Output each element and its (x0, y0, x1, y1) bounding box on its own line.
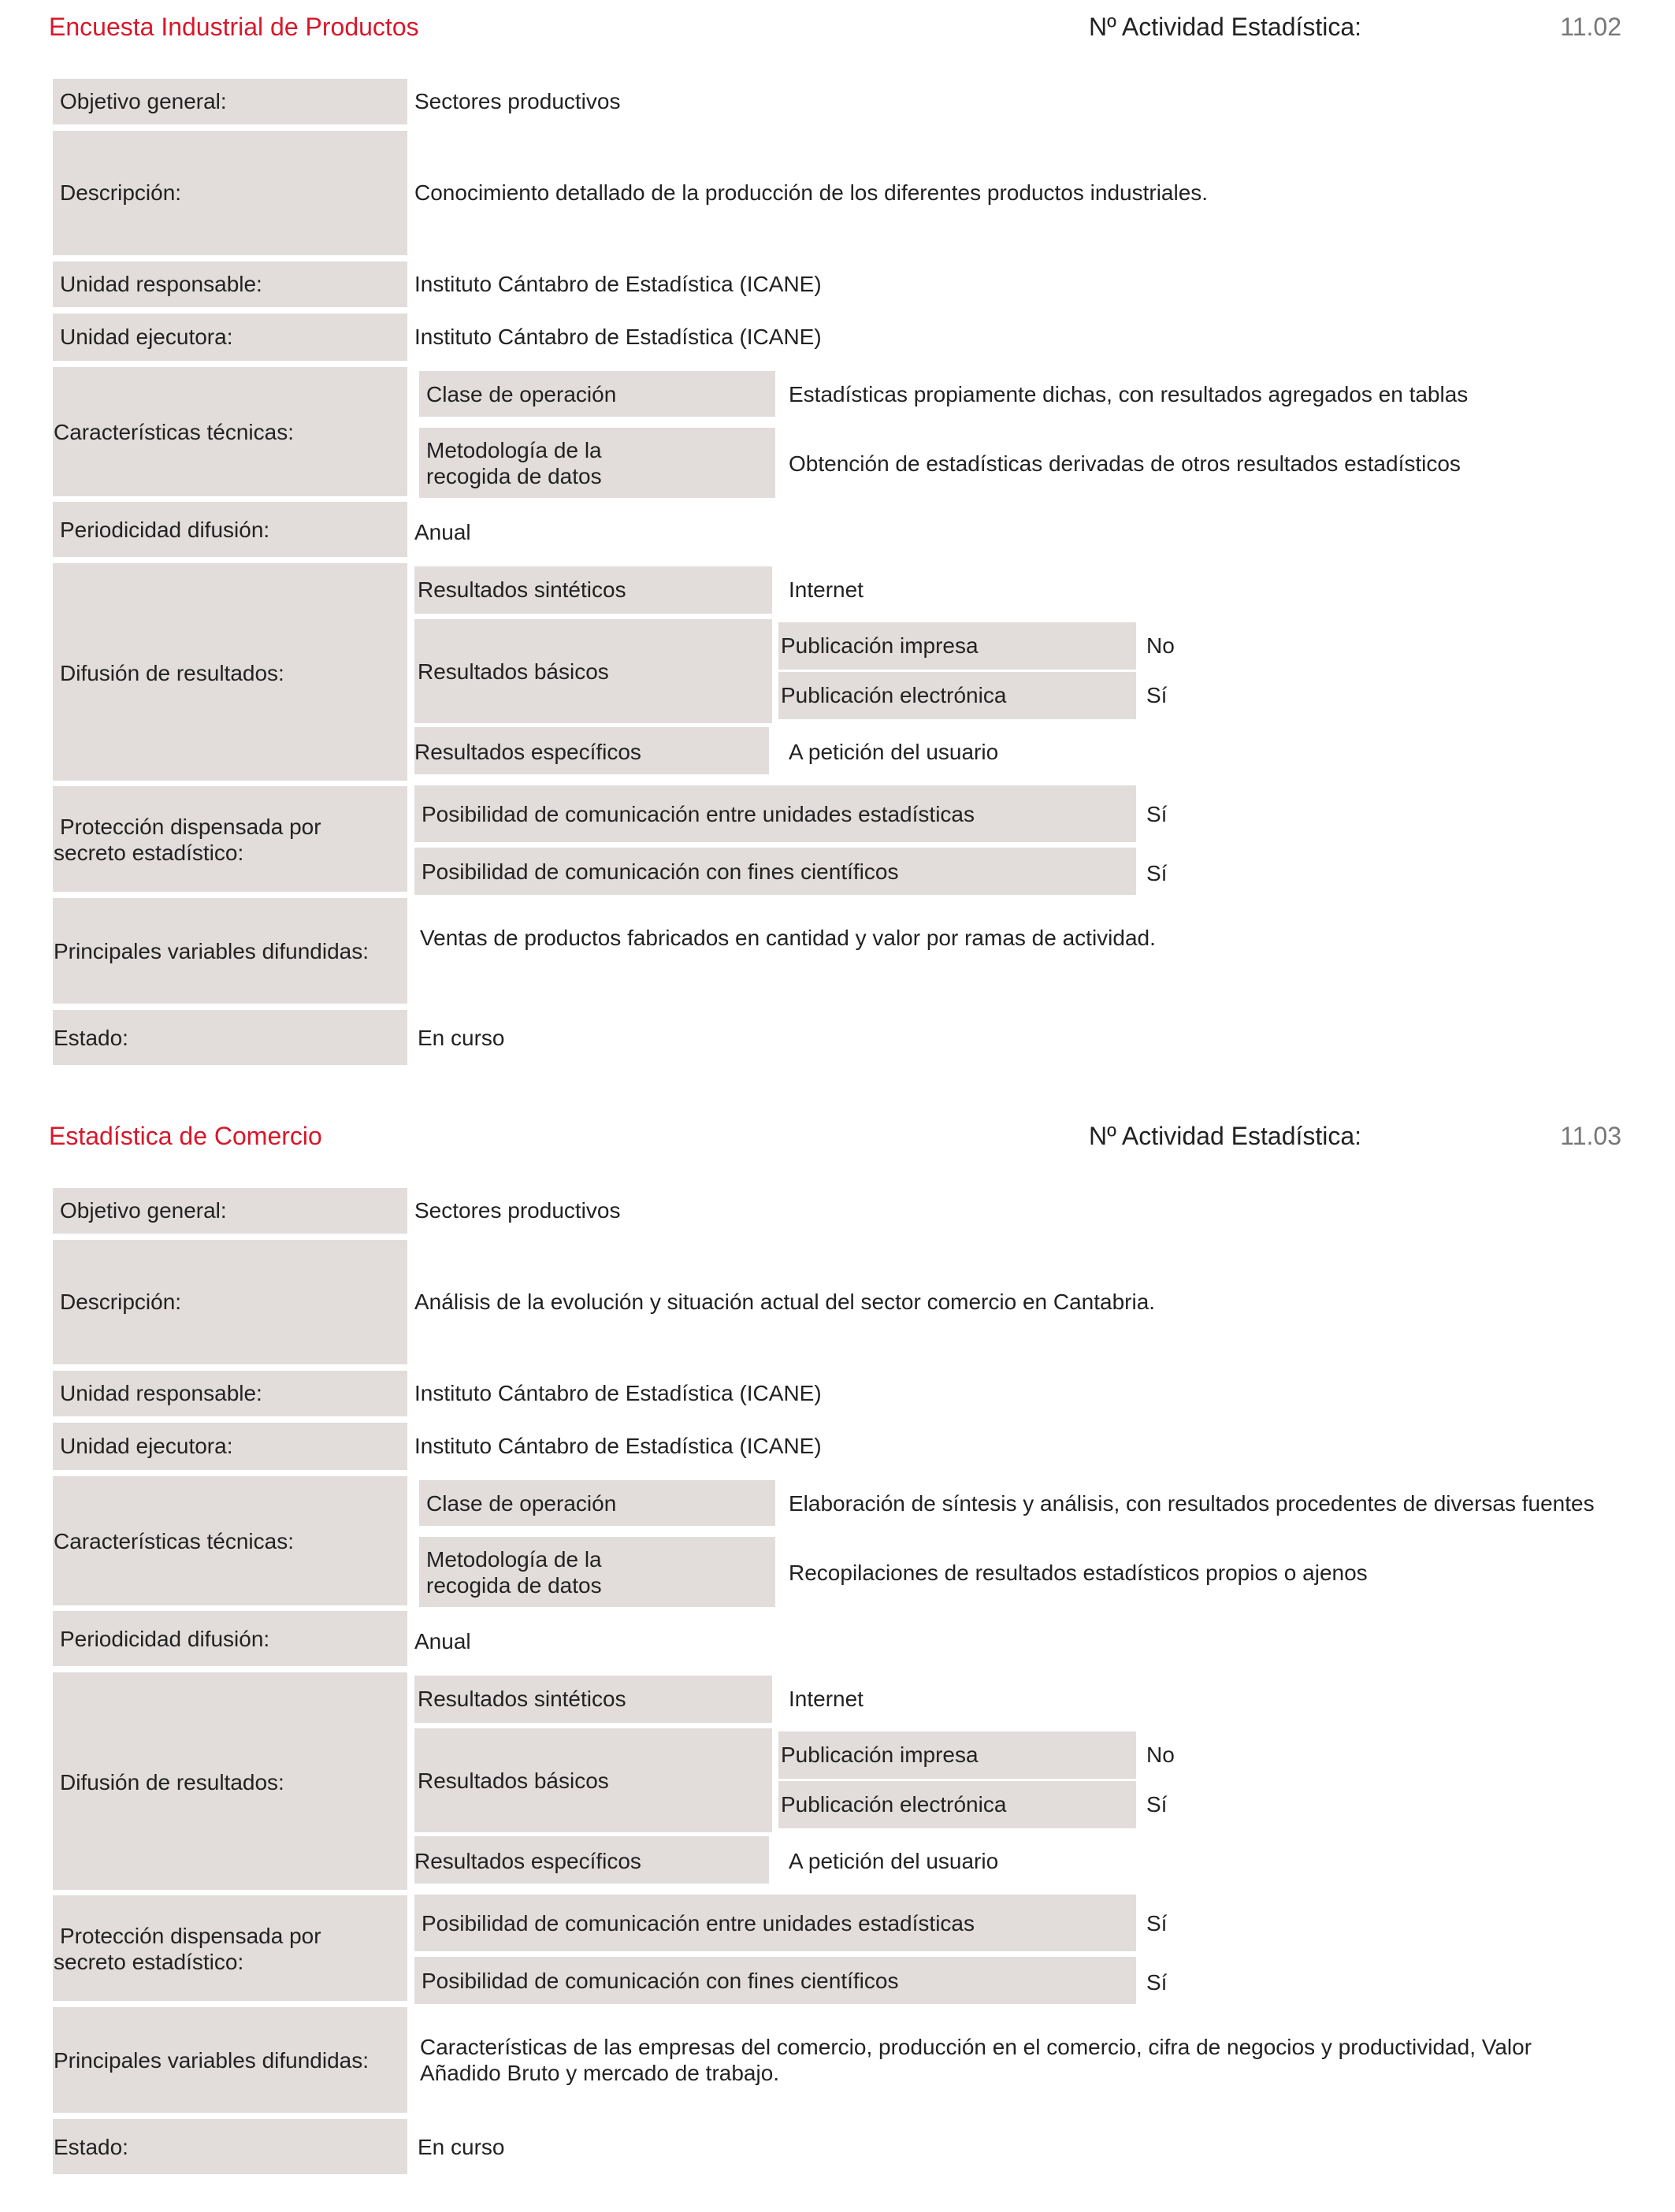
unidad-responsable-value: Instituto Cántabro de Estadística (ICANE) (414, 1381, 822, 1405)
proteccion-label: secreto estadístico: (54, 841, 244, 865)
comunicacion-cientificos-value: Sí (1146, 861, 1168, 885)
publicacion-electronica-value: Sí (1146, 1792, 1168, 1817)
clase-operacion-value: Elaboración de síntesis y análisis, con resultados procedentes de diversas fuentes (789, 1491, 1595, 1516)
variables-label: Principales variables difundidas: (54, 2048, 369, 2073)
proteccion-label: Protección dispensada por (60, 1924, 321, 1948)
descripcion-label: Descripción: (60, 180, 182, 205)
metodologia-label: Metodología de la (426, 1547, 602, 1572)
metodologia-value: Recopilaciones de resultados estadísticos propios o ajenos (789, 1561, 1368, 1585)
unidad-responsable-label: Unidad responsable: (60, 1381, 262, 1405)
periodicidad-value: Anual (414, 520, 471, 544)
variables-label: Principales variables difundidas: (54, 939, 369, 963)
comunicacion-unidades-label: Posibilidad de comunicación entre unidades estadísticas (422, 802, 975, 826)
estado-value: En curso (418, 2135, 505, 2159)
objetivo-label: Objetivo general: (60, 1198, 227, 1223)
resultados-sinteticos-label: Resultados sintéticos (418, 577, 626, 602)
caracteristicas-label: Características técnicas: (54, 420, 294, 444)
publicacion-impresa-value: No (1146, 633, 1175, 658)
resultados-basicos-label: Resultados básicos (418, 1768, 609, 1793)
activity-section (0, 1109, 1675, 2212)
metodologia-label: Metodología de la (426, 438, 602, 462)
variables-value: Ventas de productos fabricados en cantidad y valor por ramas de actividad. (420, 926, 1156, 950)
objetivo-value: Sectores productivos (414, 1198, 621, 1223)
publicacion-impresa-value: No (1146, 1743, 1175, 1767)
estado-value: En curso (418, 1026, 505, 1050)
resultados-especificos-value: A petición del usuario (789, 740, 999, 764)
resultados-especificos-label: Resultados específicos (414, 1849, 641, 1873)
comunicacion-unidades-value: Sí (1146, 1911, 1168, 1936)
activity-label: Nº Actividad Estadística: (1089, 1122, 1362, 1150)
descripcion-value: Análisis de la evolución y situación actual del sector comercio en Cantabria. (414, 1290, 1156, 1314)
publicacion-impresa-label: Publicación impresa (781, 1743, 979, 1767)
publicacion-electronica-label: Publicación electrónica (781, 1792, 1007, 1817)
activity-label: Nº Actividad Estadística: (1089, 13, 1362, 41)
comunicacion-cientificos-value: Sí (1146, 1970, 1168, 1995)
publicacion-electronica-value: Sí (1146, 683, 1168, 707)
unidad-ejecutora-value: Instituto Cántabro de Estadística (ICANE) (414, 325, 822, 349)
unidad-responsable-value: Instituto Cántabro de Estadística (ICANE) (414, 272, 822, 296)
section-title: Estadística de Comercio (49, 1122, 322, 1150)
metodologia-label: recogida de datos (426, 1573, 602, 1598)
resultados-sinteticos-value: Internet (789, 577, 863, 602)
objetivo-label: Objetivo general: (60, 89, 227, 113)
variables-value: Características de las empresas del comercio, producción en el comercio, cifra de negocios y productividad, Valor (420, 2035, 1532, 2059)
comunicacion-cientificos-label: Posibilidad de comunicación con fines científicos (422, 1969, 899, 1993)
difusion-label: Difusión de resultados: (60, 661, 284, 685)
clase-operacion-value: Estadísticas propiamente dichas, con resultados agregados en tablas (789, 382, 1469, 406)
metodologia-label: recogida de datos (426, 464, 602, 488)
unidad-ejecutora-label: Unidad ejecutora: (60, 325, 233, 349)
caracteristicas-label: Características técnicas: (54, 1529, 294, 1553)
publicacion-electronica-label: Publicación electrónica (781, 683, 1007, 707)
resultados-basicos-label: Resultados básicos (418, 659, 609, 684)
activity-section (0, 0, 1675, 1103)
clase-operacion-label: Clase de operación (426, 1491, 617, 1516)
periodicidad-label: Periodicidad difusión: (60, 1627, 270, 1651)
activity-number: 11.03 (1560, 1122, 1621, 1150)
descripcion-value: Conocimiento detallado de la producción de los diferentes productos industriales. (414, 180, 1209, 205)
clase-operacion-label: Clase de operación (426, 382, 617, 406)
publicacion-impresa-label: Publicación impresa (781, 633, 979, 658)
comunicacion-unidades-label: Posibilidad de comunicación entre unidades estadísticas (422, 1911, 975, 1936)
estado-label: Estado: (54, 2135, 128, 2159)
proteccion-label: secreto estadístico: (54, 1950, 244, 1974)
unidad-ejecutora-value: Instituto Cántabro de Estadística (ICANE) (414, 1434, 822, 1458)
objetivo-value: Sectores productivos (414, 89, 621, 113)
proteccion-label: Protección dispensada por (60, 815, 321, 839)
difusion-label: Difusión de resultados: (60, 1770, 284, 1794)
unidad-responsable-label: Unidad responsable: (60, 272, 262, 296)
metodologia-value: Obtención de estadísticas derivadas de otros resultados estadísticos (789, 451, 1461, 476)
variables-value: Añadido Bruto y mercado de trabajo. (420, 2061, 780, 2085)
comunicacion-unidades-value: Sí (1146, 802, 1168, 826)
unidad-ejecutora-label: Unidad ejecutora: (60, 1434, 233, 1458)
resultados-sinteticos-value: Internet (789, 1687, 863, 1711)
periodicidad-label: Periodicidad difusión: (60, 518, 270, 542)
activity-number: 11.02 (1560, 13, 1621, 41)
resultados-especificos-value: A petición del usuario (789, 1849, 999, 1873)
periodicidad-value: Anual (414, 1629, 471, 1653)
comunicacion-cientificos-label: Posibilidad de comunicación con fines científicos (422, 859, 899, 884)
descripcion-label: Descripción: (60, 1290, 182, 1314)
estado-label: Estado: (54, 1026, 128, 1050)
resultados-especificos-label: Resultados específicos (414, 740, 641, 764)
section-title: Encuesta Industrial de Productos (49, 13, 419, 41)
resultados-sinteticos-label: Resultados sintéticos (418, 1687, 626, 1711)
